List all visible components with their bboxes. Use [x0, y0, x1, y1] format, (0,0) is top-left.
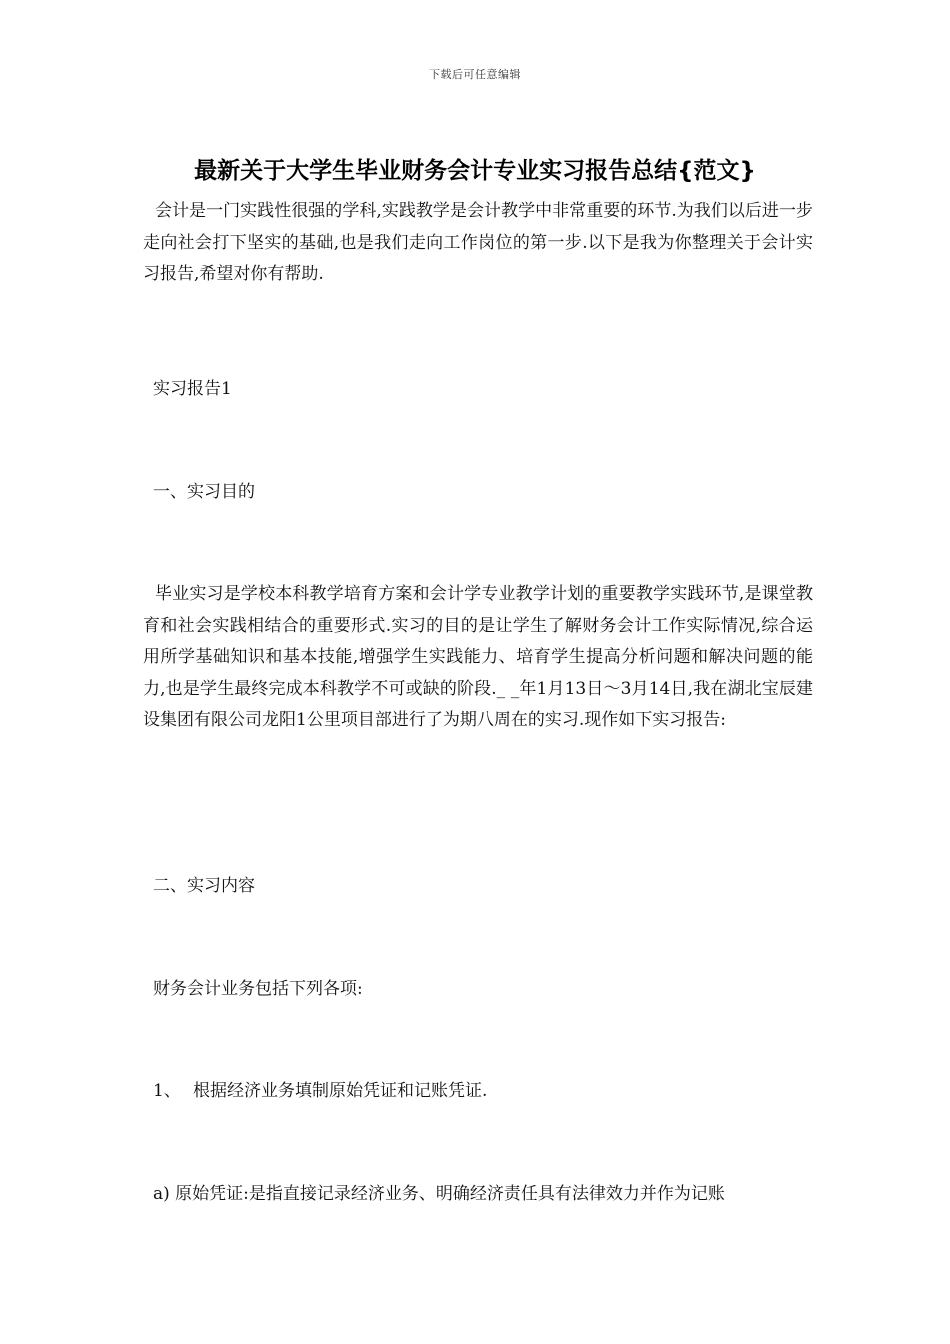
section2-heading: 二、实习内容 — [153, 876, 255, 896]
sub-item-a: a) 原始凭证:是指直接记录经济业务、明确经济责任具有法律效力并作为记账 — [153, 1184, 725, 1204]
list-item-1 — [153, 1079, 487, 1103]
list-item-text: 根据经济业务填制原始凭证和记账凭证. — [193, 1081, 488, 1101]
document-title: 最新关于大学生毕业财务会计专业实习报告总结{范文} — [194, 158, 756, 184]
intro-paragraph: 会计是一门实践性很强的学科,实践教学是会计教学中非常重要的环节.为我们以后进一步走向社会打下坚实的基础,也是我们走向工作岗位的第一步.以下是我为你整理关于会计实习报告,希望对你有帮助. — [143, 201, 813, 284]
section1-heading: 一、实习目的 — [153, 482, 255, 502]
list-item-number: 1、 — [153, 1081, 181, 1101]
report-heading: 实习报告1 — [153, 379, 232, 399]
section2-lead: 财务会计业务包括下列各项: — [153, 979, 363, 999]
header-note: 下载后可任意编辑 — [429, 68, 521, 81]
section1-paragraph: 毕业实习是学校本科教学培育方案和会计学专业教学计划的重要教学实践环节,是课堂教育和社会实践相结合的重要形式.实习的目的是让学生了解财务会计工作实际情况,综合运用所学基础知识和基本技能,增强学生实践能力、培育学生提高分析问题和解决问题的能力,也是学生最终完成本科教学不可或缺的阶段._ _年1月13日～3月14日,我在湖北宝辰建设集团有限公司龙阳1公里项目部进行了为期八周在的实习.现作如下实习报告: — [143, 584, 813, 730]
